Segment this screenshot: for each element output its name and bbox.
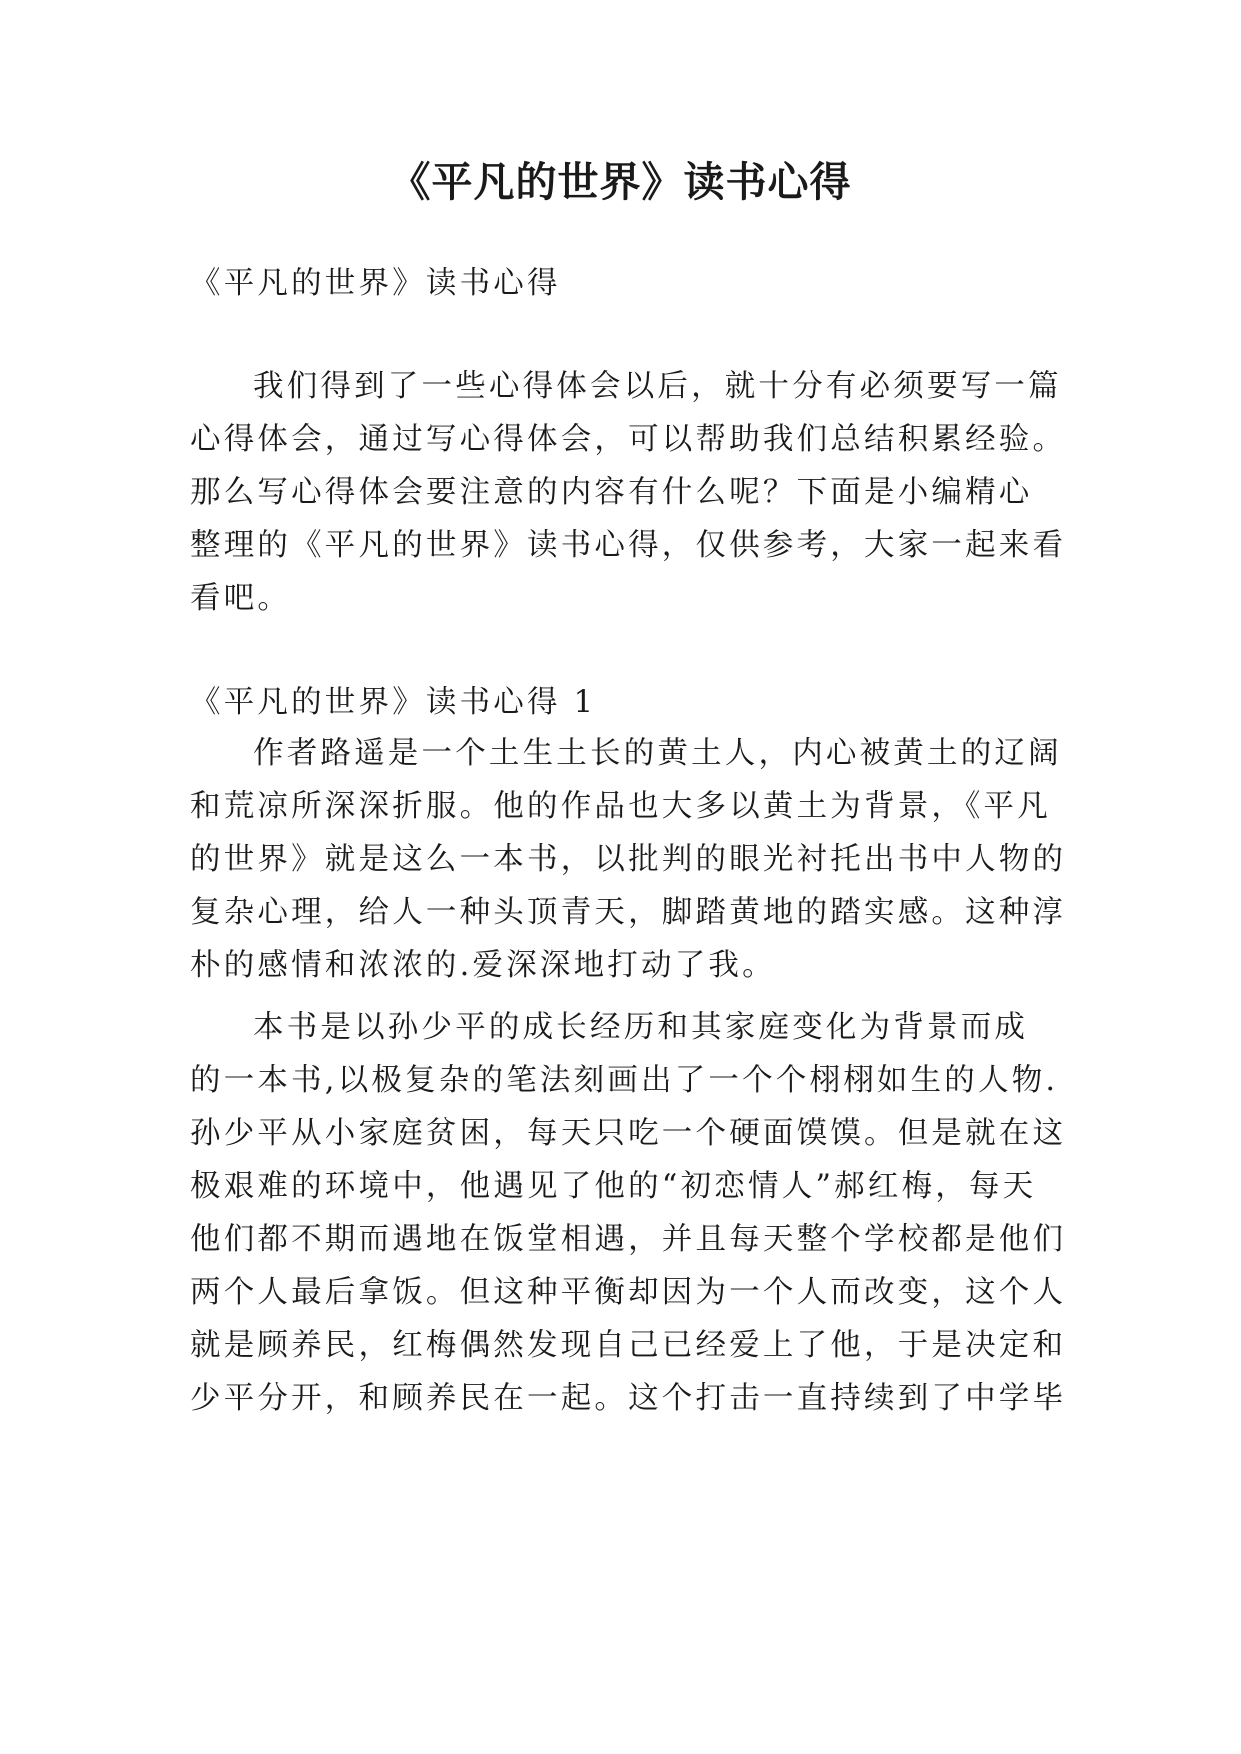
paragraph-line: 作者路遥是一个土生土长的黄土人，内心被黄土的辽阔 [253, 736, 1062, 771]
subtitle: 《平凡的世界》读书心得 [190, 266, 561, 301]
intro-line: 看吧。 [190, 581, 292, 616]
paragraph-line: 和荒凉所深深折服。他的作品也大多以黄土为背景，《平凡 [190, 789, 1051, 824]
paragraph-line: 本书是以孙少平的成长经历和其家庭变化为背景而成 [253, 1010, 1029, 1045]
paragraph-line: 极艰难的环境中，他遇见了他的“初恋情人”郝红梅，每天 [190, 1169, 1037, 1204]
paragraph-line: 他们都不期而遇地在饭堂相遇，并且每天整个学校都是他们 [190, 1222, 1067, 1257]
paragraph-line: 的世界》就是这么一本书，以批判的眼光衬托出书中人物的 [190, 842, 1067, 877]
intro-line: 心得体会，通过写心得体会，可以帮助我们总结积累经验。 [190, 422, 1067, 457]
paragraph-line: 的一本书,以极复杂的笔法刻画出了一个个栩栩如生的人物. [190, 1063, 1059, 1098]
section-heading: 《平凡的世界》读书心得 1 [190, 685, 597, 720]
paragraph-line: 复杂心理，给人一种头顶青天，脚踏黄地的踏实感。这种淳 [190, 895, 1067, 930]
paragraph-line: 孙少平从小家庭贫困，每天只吃一个硬面馍馍。但是就在这 [190, 1116, 1067, 1151]
paragraph-line: 就是顾养民，红梅偶然发现自己已经爱上了他，于是决定和 [190, 1328, 1067, 1363]
paragraph-line: 两个人最后拿饭。但这种平衡却因为一个人而改变，这个人 [190, 1275, 1067, 1310]
intro-line: 那么写心得体会要注意的内容有什么呢？下面是小编精心 [190, 475, 1033, 510]
paragraph-line: 少平分开，和顾养民在一起。这个打击一直持续到了中学毕 [190, 1381, 1067, 1416]
paragraph-line: 朴的感情和浓浓的.爱深深地打动了我。 [190, 948, 776, 983]
intro-line: 我们得到了一些心得体会以后，就十分有必须要写一篇 [253, 369, 1062, 404]
intro-line: 整理的《平凡的世界》读书心得，仅供参考，大家一起来看 [190, 528, 1067, 563]
page-title: 《平凡的世界》读书心得 [389, 158, 852, 206]
